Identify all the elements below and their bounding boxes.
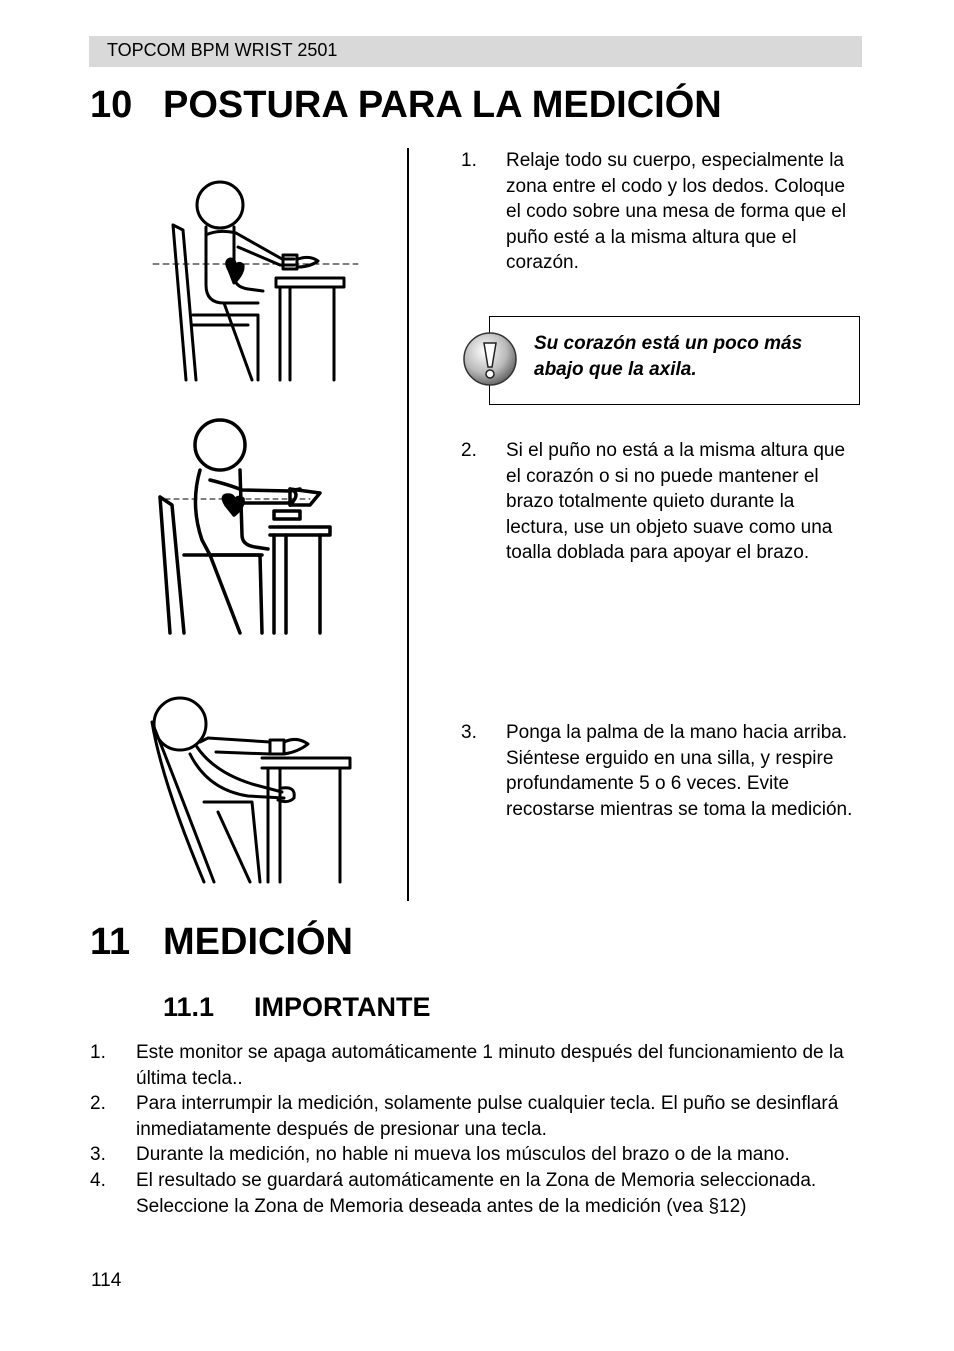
item-text: Durante la medición, no hable ni mueva los músculos del brazo o de la mano.	[136, 1144, 790, 1166]
section-10-number: 10	[90, 84, 133, 126]
column-divider	[407, 148, 409, 901]
item-text: Para interrumpir la medición, solamente pulse cualquier tecla. El puño se desinflará inmediatamente después de presionar una tecla.	[136, 1093, 839, 1140]
posture-illustration-1	[148, 175, 363, 385]
item-number: 4.	[90, 1169, 106, 1191]
step-text: Relaje todo su cuerpo, especialmente la zona entre el codo y los dedos. Coloque el codo sobre una mesa de forma que el puño esté a la misma altura que el corazón.	[506, 150, 847, 274]
posture-step-2	[461, 438, 861, 566]
exclamation-icon	[462, 331, 518, 387]
item-number: 2.	[90, 1093, 106, 1115]
header-bar	[89, 36, 862, 67]
section-11-number: 11	[90, 921, 131, 963]
step-number: 3.	[461, 722, 477, 743]
subsection-11-1-heading	[163, 992, 431, 1023]
page-number: 114	[91, 1270, 122, 1291]
list-item	[90, 1091, 870, 1142]
subsection-number: 11.1	[163, 992, 215, 1022]
list-item	[90, 1142, 870, 1168]
item-number: 3.	[90, 1144, 106, 1166]
step-text: Ponga la palma de la mano hacia arriba. Siéntese erguido en una silla, y respire profundamente 5 o 6 veces. Evite recostarse mientras se toma la medición.	[506, 722, 853, 820]
list-item	[90, 1168, 870, 1219]
list-item	[90, 1040, 870, 1091]
item-text: El resultado se guardará automáticamente en la Zona de Memoria seleccionada. Seleccione la Zona de Memoria deseada antes de la medición (vea §12)	[136, 1169, 817, 1217]
section-10-heading	[90, 84, 722, 127]
section-11-title: MEDICIÓN	[163, 921, 353, 963]
posture-illustration-2	[150, 415, 350, 640]
header-title: TOPCOM BPM WRIST 2501	[107, 40, 338, 60]
item-number: 1.	[90, 1042, 106, 1063]
step-text: Si el puño no está a la misma altura que el corazón o si no puede mantener el brazo totalmente quieto durante la lectura, use un objeto suave como una toalla doblada para apoyar el brazo.	[506, 440, 846, 564]
posture-illustration-3	[142, 692, 357, 890]
section-10-title: POSTURA PARA LA MEDICIÓN	[163, 84, 722, 126]
step-number: 2.	[461, 440, 477, 461]
note-text: Su corazón está un poco más abajo que la axila.	[534, 333, 803, 380]
step-number: 1.	[461, 150, 477, 171]
important-list	[90, 1040, 870, 1219]
posture-step-3	[461, 720, 861, 822]
item-text: Este monitor se apaga automáticamente 1 minuto después del funcionamiento de la última tecla..	[136, 1042, 844, 1089]
note-box	[489, 316, 860, 405]
subsection-title: IMPORTANTE	[254, 992, 431, 1022]
section-11-heading	[90, 921, 353, 964]
posture-step-1	[461, 148, 861, 276]
